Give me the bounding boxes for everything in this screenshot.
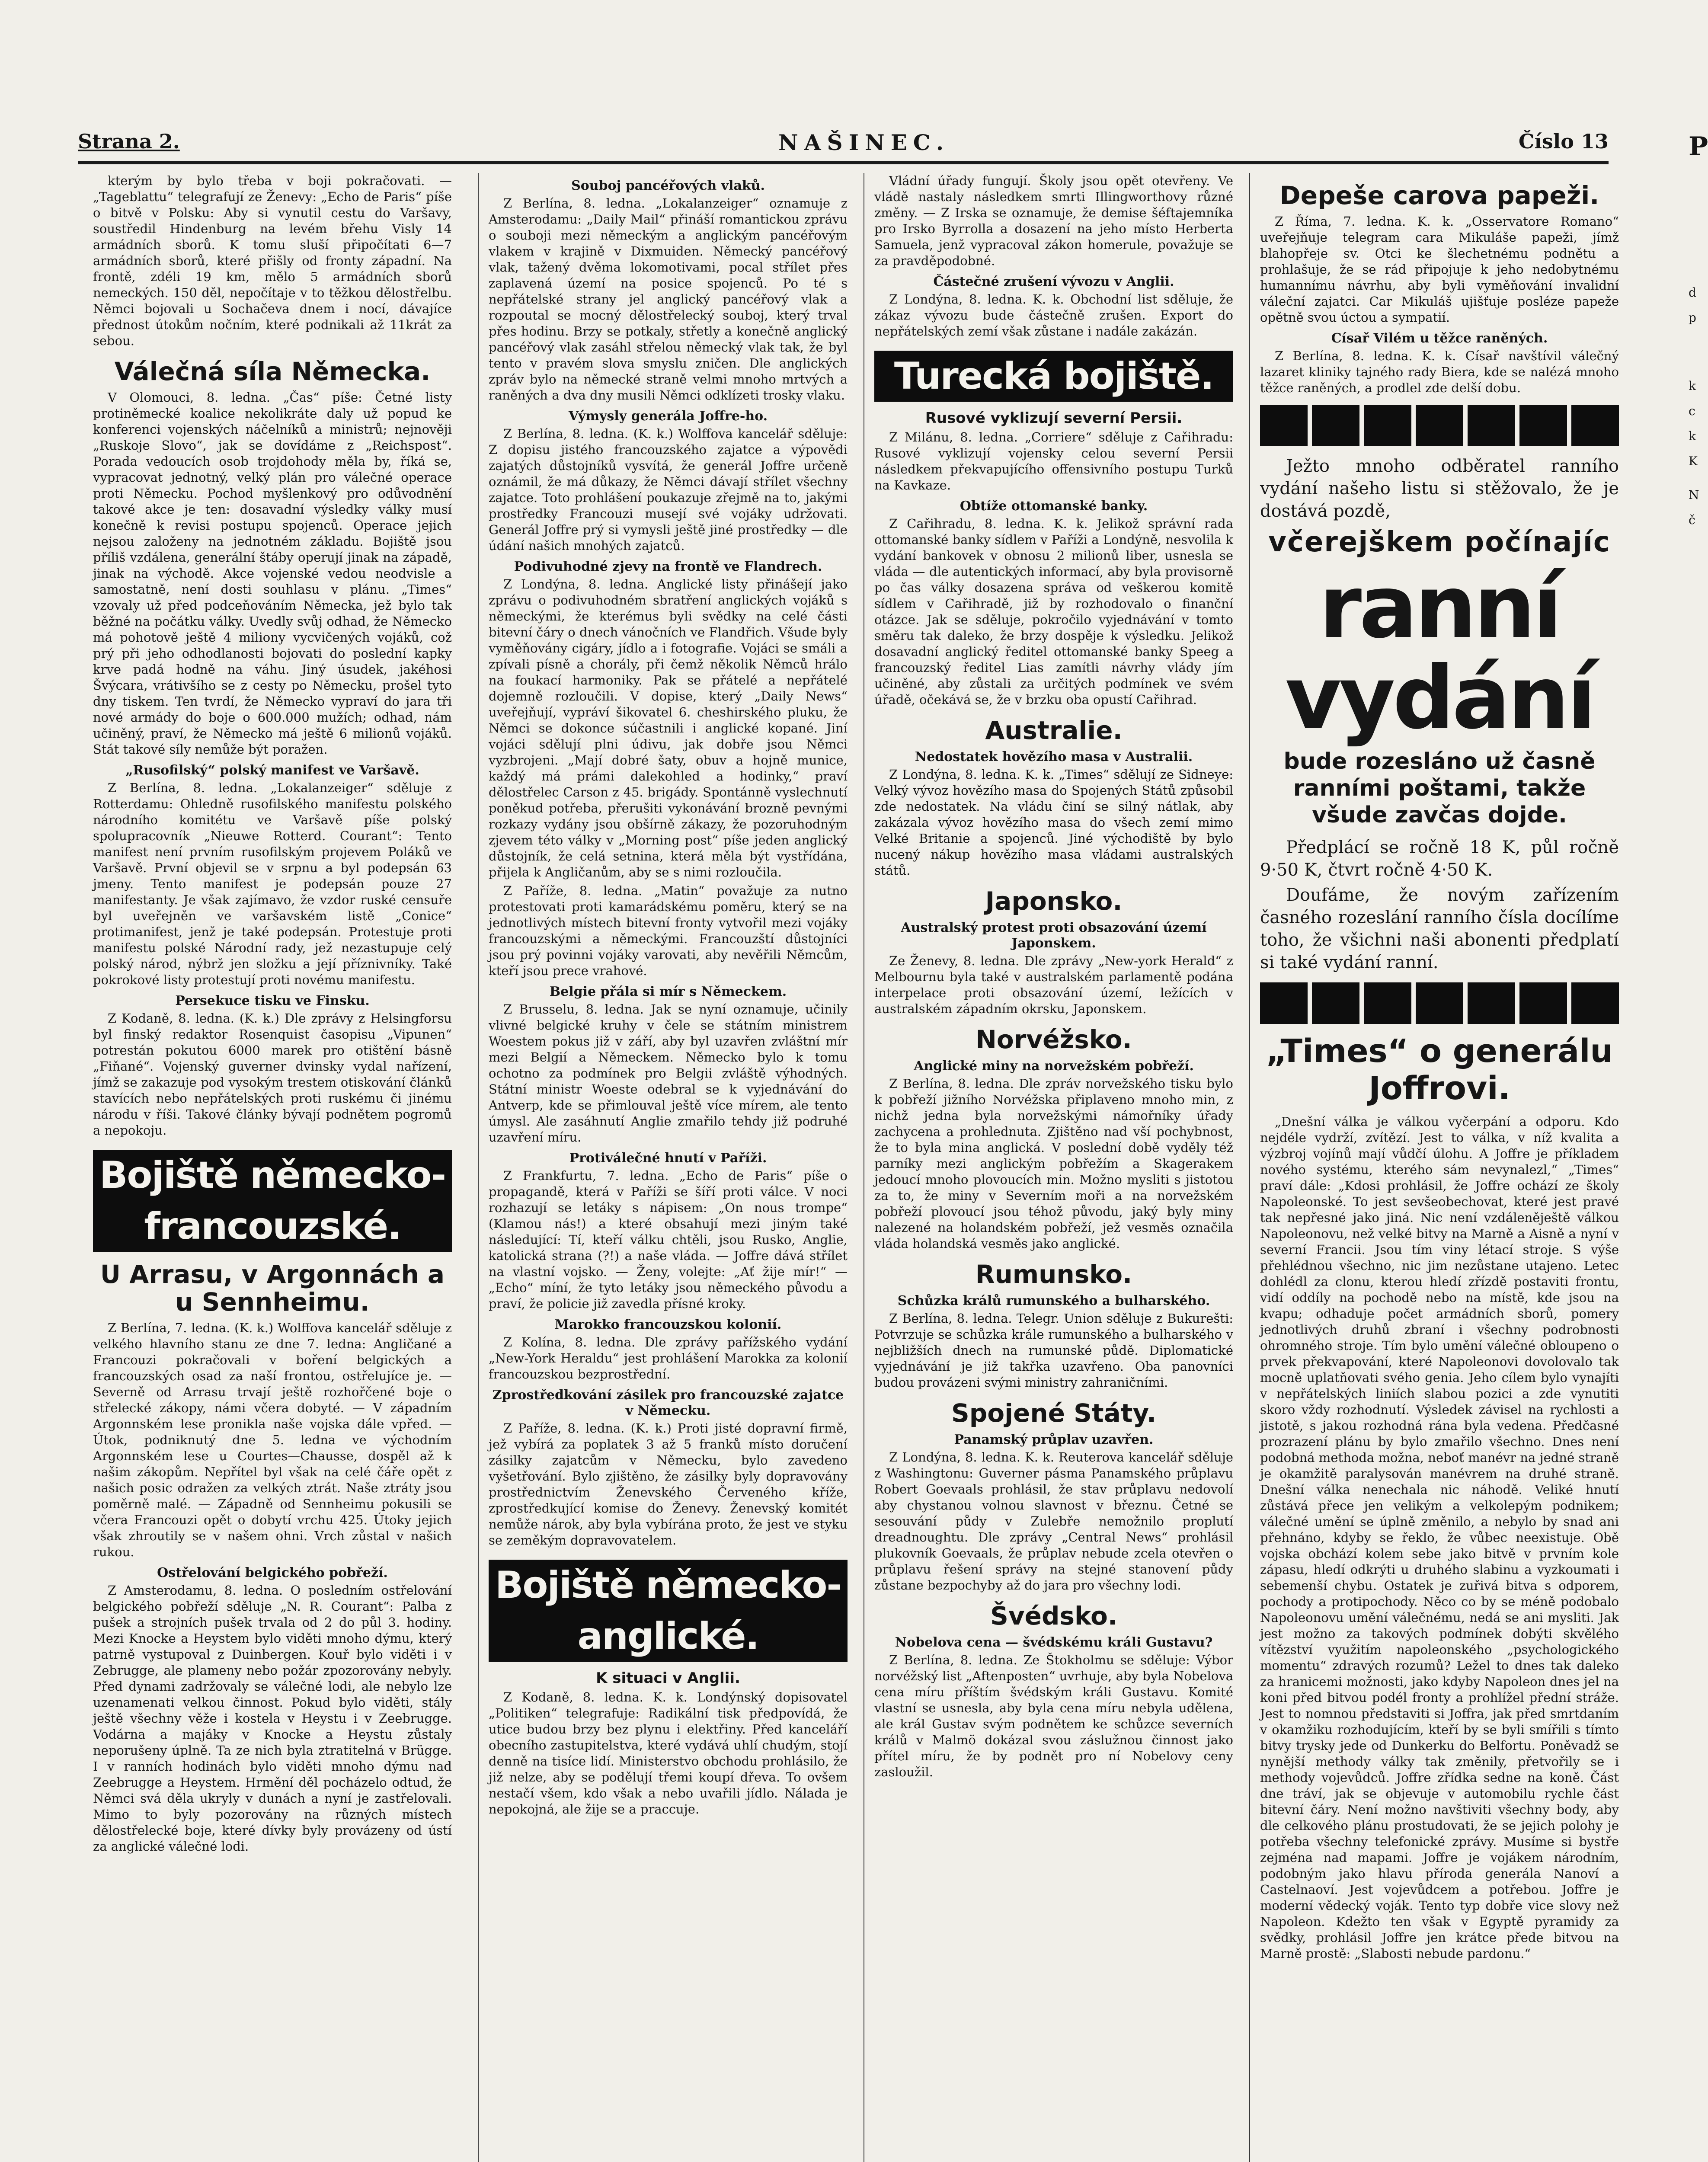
article-text: Z Londýna, 8. ledna. Anglické listy přinášejí jako zprávu o podivuhodném sbratření anglických vojáků s německými, že kterémus byli svědky na celé části bitevní čáry o dnech vánočních ve Flandřich. Všude byly vyměňovány cigáry, jídlo a i fotografie. Vojáci se smáli a zpívali písně a chorály, při čemž několik Němců hrálo na foukací harmoniky. Pak se přátelé a nepřátelé dojemně rozloučili. V dopise, který „Daily News“ uveřejňují, vypráví šikovatel 6. cheshirského pluku, že Němci se dokonce súčastnili i anglické kopané. Jiní vojáci sdělují plni údivu, jak dobře jsou Němci vyzbrojeni. „Mají dobré šaty, obuv a hojně munice, každý má prámi dalekohled a hodinky,“ praví dělostřelec Carson z 45. brigády. Spontánně vyslechnutí poněkud potřeba, přerušiti vykonávání brozně pevnými rozkazy vydány jsou obšírně zákazy, že pozoruhodným zjevem této války v „Morning post“ píše jeden anglický důstojník, že celá setnina, která měla být vystřídána, přijela k Angličanům, aby se s nimi rozloučila. <box>489 577 848 880</box>
article-text: Z Berlína, 7. ledna. (K. k.) Wolffova kancelář sděluje z velkého hlavního stanu ze dne 7. ledna: Angličané a Francouzi pokračovali v boření belgických a francouzských osad za naší frontou, ostřelujíce je. — Severně od Arrasu trvají ještě rozhořčené boje o střelecké zákopy, námi včera dobyté. — V západním Argonnském lese pronikla naše vojska dále vpřed. — Útok, podniknutý dne 5. ledna ve východním Argonnském lese u Courtes—Chausse, dospěl až k našim zákopům. Nepřítel byl však na celé čáře opět z našich posic odražen za velkých ztrát. Naše ztráty jsou poměrně malé. — Západně od Sennheimu pokusili se včera Francouzi opět o dobytí vrchu 425. Útoky jejich však zhroutily se v našem ohni. Vrch zůstal v našich rukou. <box>93 1321 452 1559</box>
article-heading: Persekuce tisku ve Finsku. <box>175 993 370 1008</box>
article-heading: Císař Vilém u těžce raněných. <box>1331 331 1548 346</box>
article-text: Z Berlína, 8. ledna. (K. k.) Wolffova kancelář sděluje: Z dopisu jistého francouzského zajatce a výpovědi zajatých důstojníků vysvítá, že generál Joffre určeně oznámil, že má důkazy, že Němci dávají střílet všechny zajatce. Toto prohlášení poukazuje zřejmě na to, jakými prostředky Francouzi musejí své vojáky udržovati. Generál Joffre prý si vymysli ještě jiné prostředky — dle údání našich mnohých zajatců. <box>489 426 848 553</box>
column-divider <box>1249 173 1250 2162</box>
front-banner: Bojiště německo-francouzské. <box>93 1150 452 1252</box>
article-text: Vládní úřady fungují. Školy jsou opět otevřeny. Ve vládě nastaly následkem smrti Illingworthovy různé změny. — Z Irska se oznamuje, že demise šéftajemníka pro Irsko Byrrolla a dosazení na jeho místo Herberta Samuela, jenž vypracoval zákon homerule, považuje se za pravděpodobné. <box>874 173 1233 268</box>
section-heading: Depeše carova papeži. <box>1279 181 1599 210</box>
article-subheading: Anglické miny na norvežském pobřeží. <box>914 1059 1194 1074</box>
decorative-block-bar <box>1260 405 1619 446</box>
article-text: Z Paříže, 8. ledna. (K. k.) Proti jisté dopravní firmě, jež vybírá za poplatek 3 až 5 franků místo doručení zásilky zajatcům v Německu, bylo zavedeno vyšetřování. Bylo zjištěno, že zásilky byly dopravovány prostřednictvím Ženevského Červeného kříže, zprostředkující komise do Ženevy. Ženevský komitét nemůže nárok, aby byla vybírána proto, že jest ve styku se zeměkým dopravovatelem. <box>489 1421 848 1548</box>
notice-line: bude rozesláno už časně ranními poštami, takže všude zavčas dojde. <box>1283 748 1596 828</box>
edge-fragment: N <box>1689 488 1699 502</box>
decorative-block-bar <box>1260 982 1619 1024</box>
section-heading: Norvéžsko. <box>976 1025 1132 1054</box>
adjacent-page-edge <box>1689 112 1708 2162</box>
section-heading: Japonsko. <box>985 886 1123 916</box>
article-text: Z Berlína, 8. ledna. K. k. Císař navštívil válečný lazaret kliniky tajného rady Biera, kde se nalézá mnoho těžce raněných, a prodlel zde delší dobu. <box>1260 349 1619 395</box>
edge-fragment: k <box>1689 379 1696 393</box>
article-text: Z Londýna, 8. ledna. K. k. Reuterova kancelář sděluje z Washingtonu: Guverner pásma Panamského průplavu Robert Goevaals prohlásil, že stav průplavu nedovolí aby chystanou volnou slavnost v březnu. Četné se sesouvání půdy v Zulebře nemožnilo proplutí dreadnoughtu. Dle zprávy „Central News“ prohlásil plukovník Goevaals, že průplav nebude zcela otevřen o průplavu řešení správy na stejné stanovení půdy zůstane bezpochyby až do jara pro všechny lodi. <box>874 1450 1233 1593</box>
edge-fragment: d <box>1689 285 1696 300</box>
notice-intro: Ježto mnoho odběratel ranního vydání našeho listu si stěžovalo, že je dostává pozdě, <box>1260 456 1619 521</box>
edge-fragment: P <box>1689 131 1708 162</box>
article-text: Ze Ženevy, 8. ledna. Dle zprávy „New-york Herald“ z Melbournu byla také v australském parlamentě podána interpelace proti obsazování území, ležících v australském západním okrsku, Japonskem. <box>874 953 1233 1016</box>
subscription-notice <box>1260 836 1619 974</box>
article-text: Z Frankfurtu, 7. ledna. „Echo de Paris“ píše o propagandě, která v Paříži se šíří proti válce. V noci rozhazují se letáky s nápisem: „On nous trompe“ (Klamou nás!) a které obsahují mezi jiným také následující: Tí, kteří válku chtěli, jsou Rusko, Anglie, katolická strana (?!) a naše vláda. — Joffre dává střílet na vlastní vojsko. — Ženy, volejte: „Ať žije mír!“ — „Echo“ míní, že tyto letáky jsou německého původu a praví, že policie již zavedla přísné kroky. <box>489 1168 848 1311</box>
article-heading: Výmysly generála Joffre-ho. <box>568 409 768 424</box>
article-text: Z Berlína, 8. ledna. Dle zpráv norvežského tisku bylo k pobřeží jižního Norvéžska připlaveno mnoho min, z nichž jedna byla norvežskými námořníky úřady zachycena a prohlednuta. Zjištěno nad vší pochybnost, že to byla mina anglická. V poslední době vyděly též parníky mezi anglickým pobřežím a Skagerakem jedoucí mnoho plovoucích min. Možno mysliti s jistotou za to, že miny v Severním moři a na norvežském pobřeží plovoucí jsou téhož původu, jaký byly miny nalezené na holandském pobřeží, jež vesměs označila vláda holandská vesměs jako anglické. <box>874 1076 1233 1251</box>
article-heading: Podivuhodné zjevy na frontě ve Flandrech. <box>514 559 822 574</box>
column-3 <box>874 173 1233 1783</box>
section-heading: U Arrasu, v Argonnách a u Sennheimu. <box>100 1260 445 1317</box>
section-heading: „Times“ o generálu Joffrovi. <box>1266 1033 1613 1107</box>
article-heading: Marokko francouzskou kolonií. <box>554 1317 782 1332</box>
notice-price: Předplácí se ročně 18 K, půl ročně 9·50 K, čtvrt ročně 4·50 K. <box>1260 838 1619 880</box>
issue-number: Číslo 13 <box>1518 130 1609 153</box>
article-text: Z Paříže, 8. ledna. „Matin“ považuje za nutno protestovati proti kamarádskému poměru, který se na jednotlivých místech bitevní fronty vytvořil mezi vojáky francouzskými a německými. Francouzští důstojníci jsou prý povinni vojáky varovati, aby nevěřili Němcům, kteří jsou prece vrahové. <box>489 883 848 978</box>
article-heading: „Rusofilský“ polský manifest ve Varšavě. <box>125 763 419 778</box>
article-text: Z Berlína, 8. ledna. „Lokalanzeiger“ oznamuje z Amsterodamu: „Daily Mail“ přináší romantickou zprávu o souboji mezi německým a anglickým pancéřovým vlakem v krajině v Dixmuiden. Německý pancéřový vlak, tažený dvěma lokomotivami, pocal střílet přes zaplavená území na posice spojenců. Po té s nepřátelské strany jel anglický pancéřový vlak a rozpoutal se mocný dělostřelecký souboj, který trval přes hodinu. Brzy se potkaly, střetly a konečně anglický pancéřový vlak zasáhl střelou německý vlak tak, že byl tento v pravém slova smyslu zničen. Dle anglických zpráv bylo na německé straně velmi mnoho mrtvých a raněných a dva dny musili Němci odklízeti trosky vlaku. <box>489 196 848 403</box>
article-text: Z Milánu, 8. ledna. „Corriere“ sděluje z Cařihradu: Rusové vyklizují vojensky celou severní Persii následkem překvapujícího offensivního postupu Turků na Kavkaze. <box>874 430 1233 493</box>
column-2 <box>489 173 848 1820</box>
notice-line: včerejškem počínajíc <box>1268 526 1611 558</box>
section-heading: Válečná síla Německa. <box>114 357 431 386</box>
article-heading: Rusové vyklizují severní Persii. <box>925 409 1183 427</box>
page-header <box>78 130 1609 164</box>
article-subheading: Australský protest proti obsazování území Japonskem. <box>901 920 1207 951</box>
section-heading: Rumunsko. <box>975 1260 1132 1289</box>
front-banner: Turecká bojiště. <box>874 351 1233 402</box>
article-subheading: Schůzka králů rumunského a bulharského. <box>897 1293 1210 1308</box>
article-heading: Ostřelování belgického pobřeží. <box>157 1565 388 1580</box>
subscription-notice <box>1260 455 1619 522</box>
article-text: Z Amsterodamu, 8. ledna. O posledním ostřelování belgického pobřeží sděluje „N. R. Courant“: Palba z pušek a strojních pušek trvala od 2 do půl 3. hodiny. Mezi Knocke a Heystem bylo viděti mnoho dýmu, který patrně vystupoval z Duinbergen. Kouř bylo viděti i v Zebrugge, ale plameny nebo požár zpozorovány nebyly. Před dynami zadržovaly se válečné lodi, ale nebylo lze uzenamenati velkou činnost. Pokud bylo viděti, stály ještě všechny věže i kostela v Heystu i v Zeebrugge. Vodárna a majáky v Knocke a Heystu zůstaly neporušeny úplně. Ta ze nich byla ztratitelná v Brügge. I v ranních hodinách bylo viděti mnoho dýmu nad Zeebrugge a Heystem. Hrmění děl pocházelo odtud, že Němci svá děla ukryly v dunách a nyní je zastřelovali. Mimo to byly pozorovány na různých místech dělostřelecké boje, které dívky byly provázeny od ústí za anglické válečné lodi. <box>93 1583 452 1854</box>
article-text: Z Kodaně, 8. ledna. (K. k.) Dle zprávy z Helsingforsu byl finský redaktor Rosenquist časopisu „Vipunen“ potrestán pokutou 6000 marek pro otištění básně „Fiňané“. Vojenský guverner dvinsky vydal nařízení, jímž se zakazuje pod vysokým trestem otiskování článků stavících nebo nepřátelských proti ruskému či jinému národu v říši. Takové články bývají podnětem pogromů a nepokoju. <box>93 1011 452 1138</box>
section-heading: Švédsko. <box>990 1601 1117 1631</box>
article-heading: Částečné zrušení vývozu v Anglii. <box>933 274 1174 289</box>
article-text: Z Říma, 7. ledna. K. k. „Osservatore Romano“ uveřejňuje telegram cara Mikuláše papeži, jímž blahopřeje sv. Otci ke šlechetnému podnětu a prohlašuje, že se rád připojuje k jeho nedobytnému humannímu návrhu, aby byli vyměňování invalidní váleční zajatci. Car Mikuláš ujišťuje posléze papeže opětně svou úctou a sympatií. <box>1260 214 1619 325</box>
page-number-left: Strana 2. <box>78 130 180 153</box>
header-rule <box>78 161 1609 164</box>
article-text: „Dnešní válka je válkou vyčerpání a odporu. Kdo nejdéle vydrží, zvítězí. Jest to válka, v níž kvalita a výzbroj vojínů mají vůdčí úlohu. A Joffre je příkladem nového systému, kterého sám nevynalezl,“ „Times“ praví dále: „Kdosi prohlásil, že Joffre ochází ze školy Napoleonské. To jest sevšeobechovat, které jest pravé tak nepřesné jako jiná. Nic není vzdáleněještě válkou Napoleonovu, než velké bitvy na Marně a Aisně a nyní v severní Francii. Jsou tím viny létací stroje. S výše přehlédnou všechno, nic jim nezůstane utajeno. Letec dohlédl za clonu, kterou hledí zřízdě postaviti frontu, vidí oddíly na pochodě nebo na místě, kde jsou na kvapu; odhaduje počet armádních sborů, pomery jednotlivých druhů zbraní i všechny podrobnosti ohromného stroje. Tím bylo umění válečné obloupeno o prvek překvapování, které Napoleonovi dovolovalo tak mocně uplatňovati svého genia. Jeho cílem bylo vynajíti v nepřátelských liniích slabou pozici a zde vynutiti skoro vždy rozhodnutí. Výsledek závisel na rychlosti a jistotě, s jakou rozhodná rána byla vedena. Předčasné prozrazení plánu by bylo zmařilo všechno. Dnes není podobná methoda možna, neboť manévr na jedné straně je okamžitě paralysován manévrem na druhé straně. Dnešní válka nenechala nic náhodě. Veliké hnutí zůstává přece jen velikým a velkolepým podnikem; válečné umění se úplně změnilo, a nebylo by snad ani přehnáno, kdyby se řeklo, že vůbec neexistuje. Obě vojska obchází kolem sebe jako bitvě v prvním kole zápasu, hledí odkrýti u druhého slabinu a vyzkoumati i sebemenší chybu. Ostatek je zuřivá bitva s odporem, pochody a protipochody. Něco co by se méně podobalo Napoleonovu umění válečnému, nedá se ani mysliti. Jak jest možno za takových podmínek dobýti skvělého vítězství využitím napoleonského „psychologického momentu“ zdravých rozumů? Ležel to dnes tak daleko za hranicemi možnosti, jako kdyby Napoleon dnes jel na koni před bitvou podél fronty a prohlížel přední stráže. Jest to nomnou představiti si Joffra, jak před smrtdaním v okamžiku rozhodujícím, kteří by se byli smířili s tímto bitvy trysky jede od Dunkerku do Belfortu. Poněvadž se nynější methody války tak změnily, přetvořily se i methody vojevůdců. Joffre zřídka sedne na koně. Část dne tráví, jak se objevuje v automobilu rychle část bitevní čáry. Není možno navštiviti všechny body, aby dle celkového plánu prostudovati, že se jejich polohy je potřeba všechny telefonické zprávy. Musíme si bystře zejména nad mapami. Joffre je vojákem národním, podobným jako hlavu příroda generála Nanoví a Castelnaoví. Jest vojevůdcem a potřebou. Joffre je moderní vědecký voják. Tento typ dobře vice slovy než Napoleon. Kdežto ten však v Egyptě pyramidy za svědky, prohlásil Joffre jen krátce přede bitvou na Marně prostě: „Slabosti nebude pardonu.“ <box>1260 1114 1619 1961</box>
front-banner: Bojiště německo-anglické. <box>489 1560 848 1662</box>
article-text: Z Berlína, 8. ledna. Telegr. Union sděluje z Bukurešti: Potvrzuje se schůzka krále rumunského a bulharského v nejbližších dnech na rumunské půdě. Diplomatické vyjednávání je již takřka uzavřeno. Oba panovníci budou provázeni svými ministry zahraničními. <box>874 1311 1233 1390</box>
article-text: Z Cařihradu, 8. ledna. K. k. Jelikož správní rada ottomanské banky sídlem v Paříži a Londýně, nesvolila k vydání bankovek v obnosu 2 milionů liber, usnesla se vláda — dle autentických informací, aby byla provisorně po čas války dosazena správa od veškerou komitě sídlem v Cařihradě, již by rozhodovalo o finanční otázce. Jak se sděluje, pokročilo vyjednávání v tomto směru tak daleko, že brzy dospěje k výsledku. Jelikož dosavadní anglický ředitel ottomanské banky Speeg a francouzský ředitel Lias zamítli návrhy vlády jím učiněné, aby zůstali za určitých podmínek ve svém úřadě, očekává se, že v brzku oba opustí Cařihrad. <box>874 516 1233 707</box>
article-heading: K situaci v Anglii. <box>596 1669 740 1687</box>
article-heading: Belgie přála si mír s Německem. <box>549 984 787 999</box>
masthead-title: NAŠINEC. <box>778 130 950 155</box>
article-text: Z Brusselu, 8. ledna. Jak se nyní oznamuje, učinily vlivné belgické kruhy v čele se státním ministrem Woestem pokus již v září, aby byl uzavřen zvláštní mír mezi Belgií a Německem. Německo bylo k tomu ochotno za podmínek pro Belgii zvláště výhodných. Státní ministr Woeste odebral se k vyjednávání do Antverp, kde se přimlouval ještě více mírem, ale tento úmysl. Ale zasáhnutí Anglie zmařilo tehdy již podruhé uzavření míru. <box>489 1002 848 1145</box>
article-text: Z Londýna, 8. ledna. K. k. „Times“ sdělují ze Sidneye: Velký vývoz hovězího masa do Spojených Států způsobil zde nedostatek. Na vládu činí se silný nátlak, aby zakázala vývoz hovězího masa do všech zemí mimo Velké Britanie a spojenců. Jiné východiště by bylo nucený nákup hovězího masa vládami australských států. <box>874 767 1233 878</box>
article-text: Z Londýna, 8. ledna. K. k. Obchodní list sděluje, že zákaz vývozu bude částečně zrušen. Export do nepřátelských zemí však zůstane i nadále zakázán. <box>874 292 1233 339</box>
edge-fragment: k <box>1689 429 1696 443</box>
article-heading: Obtíže ottomanské banky. <box>960 499 1148 514</box>
edge-fragment: č <box>1689 513 1695 527</box>
edge-fragment: c <box>1689 404 1695 418</box>
section-heading: Spojené Státy. <box>951 1398 1157 1428</box>
edge-fragment: K <box>1689 454 1698 468</box>
edge-fragment: p <box>1689 310 1696 325</box>
article-subheading: Nobelova cena — švédskému králi Gustavu? <box>895 1635 1213 1650</box>
column-1 <box>93 173 452 1857</box>
section-heading: Australie. <box>985 716 1123 745</box>
article-heading: Zprostředkování zásilek pro francouzské zajatce v Německu. <box>492 1388 844 1418</box>
column-4 <box>1260 173 1619 1964</box>
article-heading: Protiválečné hnutí v Paříži. <box>569 1151 767 1166</box>
article-text: Z Kolína, 8. ledna. Dle zprávy pařížského vydání „New-York Heraldu“ jest prohlášení Marokka za kolonií francouzskou bezprostřední. <box>489 1335 848 1382</box>
article-subheading: Nedostatek hovězího masa v Australii. <box>915 749 1193 764</box>
notice-end: Doufáme, že novým zařízením časného rozeslání ranního čísla docílíme toho, že všichni naši abonenti předplatí si také vydání ranní. <box>1260 885 1619 972</box>
article-text: Z Berlína, 8. ledna. Ze Štokholmu se sděluje: Výbor norvéžský list „Aftenposten“ uvrhuje, aby byla Nobelova cena míru příštím švédským králi Gustavu. Komité vlastní se usnesla, aby byla cena míru nebyla udělena, ale král Gustav svým podnětem ke schůzce severních králů v Malmö dokázal svou záslužnou činnost jako přítel míru, že by podnět pro ní Nobelovy ceny zasloužil. <box>874 1653 1233 1779</box>
column-divider <box>478 173 479 2162</box>
article-text: kterým by bylo třeba v boji pokračovati. — „Tageblattu“ telegrafují ze Ženevy: „Echo de Paris“ píše o bitvě v Polsku: Aby si vynutil cestu do Varšavy, soustředil Hindenburg na levém břehu Visly 14 armádních sborů. K tomu sluší připočítati 6—7 armádních sborů, které přišly od fronty západní. Na frontě, zdéli 19 km, mělo 5 armádních sborů nemeckých. 150 děl, nepočítaje v to těžkou dělostřelbu. Němci bojovali u Sochačeva dnem i nocí, dávajíce přednost útokům nočním, které podnikali až 11krát za sebou. <box>93 173 452 348</box>
article-subheading: Panamský průplav uzavřen. <box>954 1432 1154 1447</box>
article-text: Z Berlína, 8. ledna. „Lokalanzeiger“ sděluje z Rotterdamu: Ohledně rusofilského manifestu polského národního komitétu ve Varšavě píše polský spolupracovník „Nieuwe Rotterd. Courant“: Tento manifest není prvním rusofilským projevem Poláků ve Varšavě. První objevil se v srpnu a byl podepsán 63 jmeny. Tento manifest je podepsán pouze 27 manifestanty. Je však zajímavo, že vzdor ruské censuře byl uveřejněn ve varšavském listě „Conice“ protimanifest, jenž je také podepsán. Protestuje proti manifestu polské Národní rady, jež nezastupuje celý polský národ, nýbrž jen složku a její příznivníky. Také pokrokové listy protestují proti novému manifestu. <box>93 780 452 987</box>
article-text: Z Kodaně, 8. ledna. K. k. Londýnský dopisovatel „Politiken“ telegrafuje: Radikální tisk předpovídá, že utice budou brzy bez plynu i elektřiny. Před kanceláří obecního zastupitelstva, které vydává uhlí chudým, stojí denně na tisíce lidí. Ministerstvo obchodu prohlásilo, že již nelze, aby se podělují třemi koupí dřeva. To ovšem nestačí všem, kdo však a nebo uvařili jídlo. Nálada je nepokojná, ale žije se a praccuje. <box>489 1690 848 1817</box>
notice-headline: ranní vydání <box>1285 557 1594 748</box>
article-text: V Olomouci, 8. ledna. „Čas“ píše: Četné listy protiněmecké koalice nekolikráte daly už popud ke konferenci vojenských náčelníků a ministrů; nejnověji „Ruskoje Slovo“, jak se dovídáme z „Reichspost“. Porada vedoucích osob trojdohody měla by, říká se, vypracovat jednotný, velký plán pro válečné operace proti Německu. Pochod myšlenkový pro odůvodnění takové akce je ten: dosavadní výsledky války musí konečně k revisi postupu spojenců. Operace jejich nejsou založeny na jednotném základu. Bojiště jsou příliš vzdálena, generální štáby operují jinak na západě, jinak na východě. Akce vojenské vedou neodvisle a samostatně, není dosti souhlasu v plánu. „Times“ vzovaly už před podceňováním Německa, jež bylo tak běžné na počátku války. Uvedly svůj odhad, že Německo má pohotově ještě 4 miliony vycvičených vojáků, což prý při jeho odhodlanosti bojovati do poslední kapky krve padá hodně na váhu. Jiný úsudek, jakéhosi Švýcara, vrátivšího se z cesty po Německu, prošel tyto dny tiskem. Ten tvrdí, že Německo vypraví do jara tři nové armády do boje o 600.000 mužích; odhad, nám učiněný, praví, že Německo má ještě 6 milionů vojáků. Stát takové síly nemůže být poražen. <box>93 390 452 757</box>
article-heading: Souboj pancéřových vlaků. <box>571 178 765 193</box>
